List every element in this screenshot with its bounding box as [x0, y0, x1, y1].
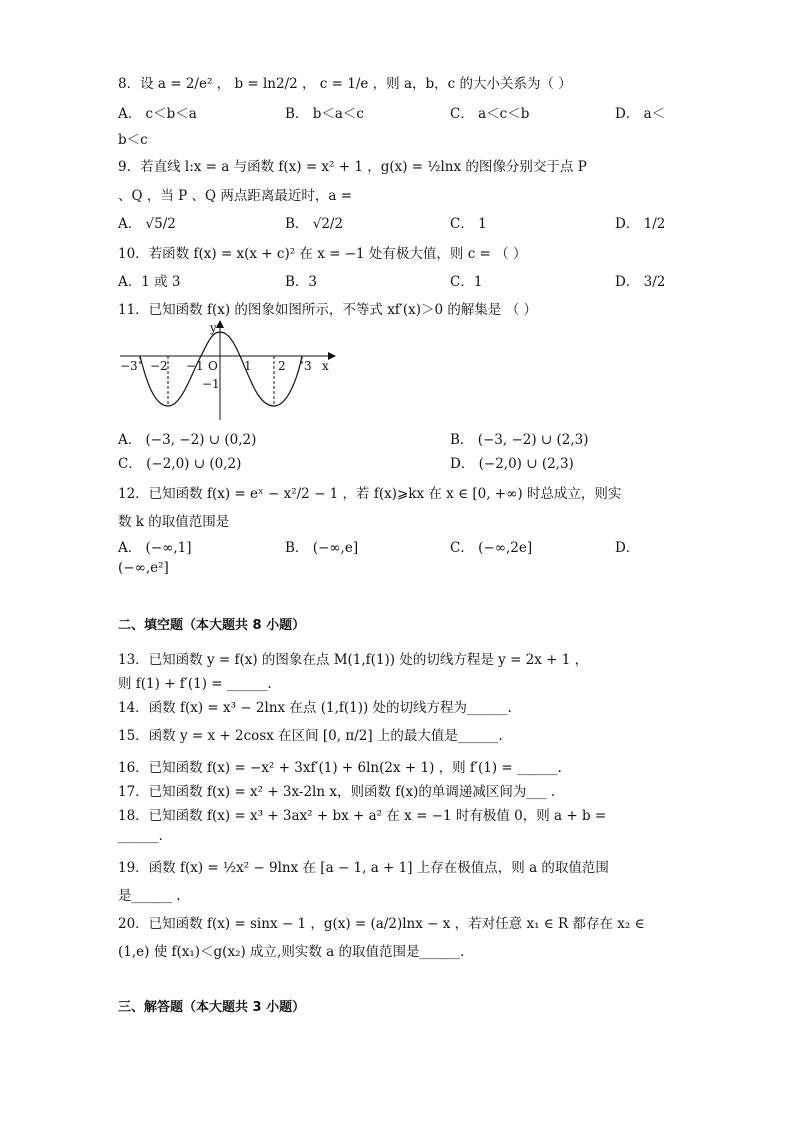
q11-option-b: B． (−3, −2) ∪ (2,3): [450, 432, 589, 448]
function-graph: [116, 318, 336, 424]
q20-line1: 20．已知函数 f(x) = sinx − 1 ，g(x) = (a/2)lnx − x ，若对任意 x₁ ∈ R 都存在 x₂ ∈: [118, 916, 645, 932]
q12-option-d: D．: [615, 540, 640, 556]
q10-option-a: A．1 或 3: [118, 274, 181, 290]
q12-option-d-wrap: (−∞,e²]: [118, 560, 169, 576]
tick-neg2: −2: [150, 359, 168, 373]
q19-line2: 是______ .: [118, 888, 181, 904]
q9-option-a: A． √5/2: [118, 216, 176, 232]
q11-option-d: D． (−2,0) ∪ (2,3): [450, 456, 574, 472]
q9-option-d: D． 1/2: [615, 216, 666, 232]
y-axis-arrow: [216, 320, 224, 328]
q13-line1: 13．已知函数 y = f(x) 的图象在点 M(1,f(1)) 处的切线方程是 y = 2x + 1 ，: [118, 652, 589, 668]
q16-text: 16．已知函数 f(x) = −x² + 3xf′(1) + 6ln(2x + 1) ，则 f′(1) = ______.: [118, 760, 562, 776]
q12-option-a: A． (−∞,1]: [118, 540, 192, 556]
q12-option-c: C． (−∞,2e]: [450, 540, 533, 556]
section-fill-in-heading: 二、填空题（本大题共 8 小题）: [118, 618, 306, 633]
tick-neg1: −1: [186, 359, 204, 373]
x-axis-label: x: [322, 359, 329, 373]
q18-line1: 18．已知函数 f(x) = x³ + 3ax² + bx + a² 在 x = −1 时有极值 0，则 a + b =: [118, 808, 607, 824]
q17-text: 17．已知函数 f(x) = x² + 3x-2ln x，则函数 f(x)的单调递减区间为___ .: [118, 784, 556, 800]
q10-option-c: C．1: [450, 274, 483, 290]
origin-label: O: [208, 359, 218, 373]
q9-stem: 9．若直线 l:x = a 与函数 f(x) = x² + 1 ，g(x) = ½lnx 的图像分别交于点 P: [118, 159, 587, 175]
tick-3: 3: [304, 359, 312, 373]
q9-stem-wrap: 、Q ，当 P 、Q 两点距离最近时，a =: [118, 188, 353, 204]
q11-option-c: C． (−2,0) ∪ (0,2): [118, 456, 242, 472]
q8-option-b: B． b＜a＜c: [285, 106, 364, 122]
q10-option-b: B．3: [285, 274, 318, 290]
q12-stem: 12．已知函数 f(x) = eˣ − x²/2 − 1 ，若 f(x)⩾kx 在 x ∈ [0, +∞) 时总成立，则实: [118, 486, 622, 502]
q13-line2: 则 f(1) + f′(1) = ______.: [118, 676, 272, 692]
q10-option-d: D． 3/2: [615, 274, 666, 290]
q12-stem-wrap: 数 k 的取值范围是: [118, 514, 230, 530]
q14-text: 14．函数 f(x) = x³ − 2lnx 在点 (1,f(1)) 处的切线方程为______.: [118, 700, 512, 716]
q19-line1: 19．函数 f(x) = ½x² − 9lnx 在 [a − 1, a + 1] 上存在极值点，则 a 的取值范围: [118, 860, 609, 876]
q11-stem: 11．已知函数 f(x) 的图象如图所示，不等式 xf′(x)＞0 的解集是 （ ）: [118, 302, 537, 318]
q10-stem: 10．若函数 f(x) = x(x + c)² 在 x = −1 处有极大值，则 c = （ ）: [118, 246, 527, 262]
q18-line2: ______.: [118, 828, 163, 844]
tick-1: 1: [244, 359, 252, 373]
q11-option-a: A． (−3, −2) ∪ (0,2): [118, 432, 257, 448]
q9-option-b: B． √2/2: [285, 216, 344, 232]
y-axis-label: y: [210, 321, 217, 335]
x-axis-arrow: [328, 352, 336, 360]
tick-2: 2: [278, 359, 286, 373]
q20-line2: (1,e) 使 f(x₁)＜g(x₂) 成立,则实数 a 的取值范围是______.: [118, 944, 465, 960]
tick-neg3: −3: [120, 359, 138, 373]
q8-option-c: C． a＜c＜b: [450, 106, 530, 122]
tick-y-neg1: −1: [202, 377, 220, 391]
q8-stem: 8．设 a = 2/e² ， b = ln2/2 ， c = 1/e ，则 a，b，c 的大小关系为（ ）: [118, 76, 572, 92]
q12-option-b: B． (−∞,e]: [285, 540, 359, 556]
q15-text: 15．函数 y = x + 2cosx 在区间 [0, π/2] 上的最大值是______.: [118, 728, 503, 744]
q8-option-a: A． c＜b＜a: [118, 106, 197, 122]
section-answer-heading: 三、解答题（本大题共 3 小题）: [118, 1000, 306, 1015]
q8-option-d: D． a＜: [615, 106, 666, 122]
q9-option-c: C． 1: [450, 216, 487, 232]
q8-option-d-wrap: b＜c: [118, 132, 148, 148]
